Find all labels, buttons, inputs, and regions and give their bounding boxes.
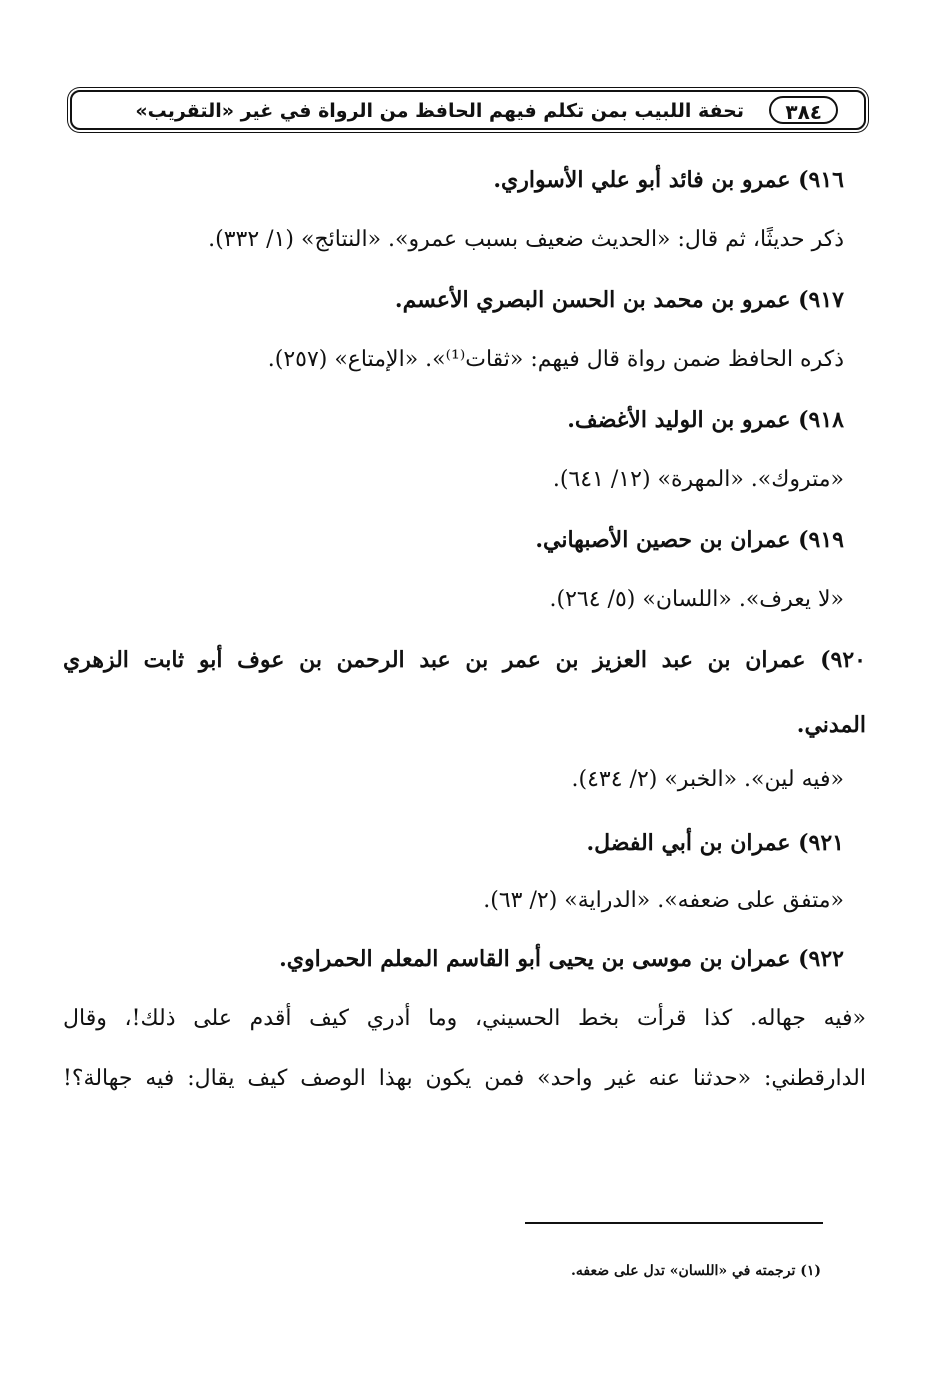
footnote-1: (١) ترجمته في «اللسان» تدل على ضعفه. xyxy=(571,1263,821,1279)
entry-918-text: «متروك». «المهرة» (١٢/ ٦٤١). xyxy=(552,467,844,492)
entry-921-text: «متفق على ضعفه». «الدراية» (٢/ ٦٣). xyxy=(483,888,844,913)
entry-920-heading-line2: المدني. xyxy=(796,712,866,738)
entry-916-text: ذكر حديثًا، ثم قال: «الحديث ضعيف بسبب عمرو». «النتائج» (١/ ٣٣٢). xyxy=(208,227,844,252)
entry-920-heading-line1: ٩٢٠) عمران بن عبد العزيز بن عمر بن عبد الرحمن بن عوف أبو ثابت الزهري xyxy=(63,647,866,673)
entry-920-text: «فيه لين». «الخبر» (٢/ ٤٣٤). xyxy=(571,767,844,792)
entry-922-text-line1: «فيه جهاله. كذا قرأت بخط الحسيني، وما أدري كيف أقدم على ذلك!، وقال xyxy=(63,1006,866,1031)
entry-917-text: ذكره الحافظ ضمن رواة قال فيهم: «ثقات⁽¹⁾». «الإمتاع» (٢٥٧). xyxy=(267,347,844,372)
footnote-separator xyxy=(525,1222,823,1224)
entry-918-heading: ٩١٨) عمرو بن الوليد الأغضف. xyxy=(567,407,844,433)
entry-922-text-line2: الدارقطني: «حدثنا عنه غير واحد» فمن يكون بهذا الوصف كيف يقال: فيه جهالة؟! xyxy=(63,1066,866,1091)
running-header xyxy=(70,90,866,130)
page-number: ٣٨٤ xyxy=(769,96,838,124)
entry-921-heading: ٩٢١) عمران بن أبي الفضل. xyxy=(586,830,844,856)
entry-922-heading: ٩٢٢) عمران بن موسى بن يحيى أبو القاسم المعلم الحمراوي. xyxy=(279,946,844,972)
entry-919-heading: ٩١٩) عمران بن حصين الأصبهاني. xyxy=(535,527,844,553)
running-title: تحفة اللبيب بمن تكلم فيهم الحافظ من الرواة في غير «التقريب» xyxy=(135,100,744,122)
entry-919-text: «لا يعرف». «اللسان» (٥/ ٢٦٤). xyxy=(549,587,844,612)
entry-917-heading: ٩١٧) عمرو بن محمد بن الحسن البصري الأعسم. xyxy=(394,287,844,313)
entry-916-heading: ٩١٦) عمرو بن فائد أبو علي الأسواري. xyxy=(493,167,844,193)
